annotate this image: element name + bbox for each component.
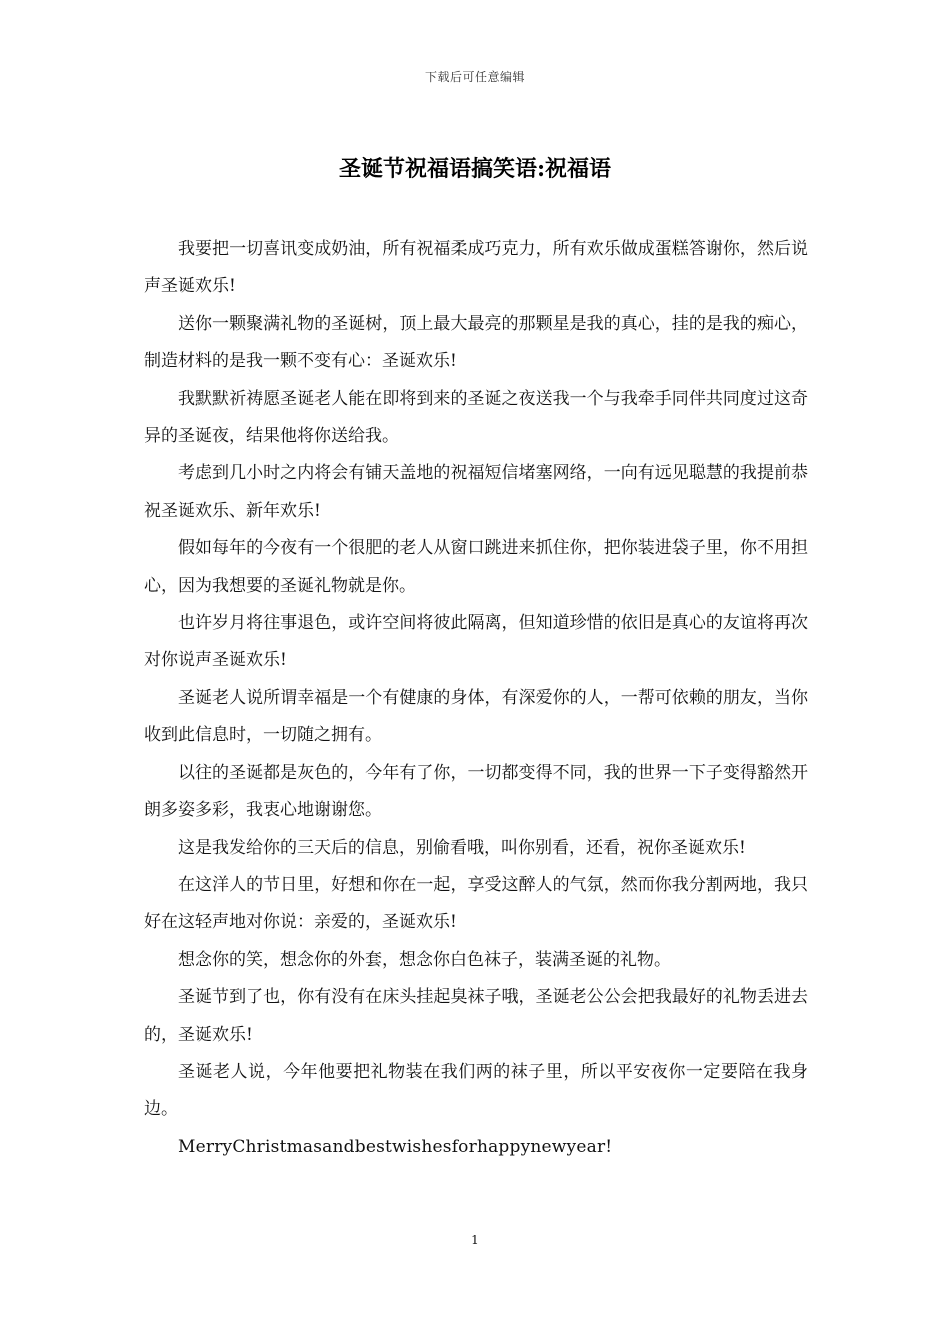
paragraph-10: 在这洋人的节日里，好想和你在一起，享受这醉人的气氛，然而你我分割两地，我只好在这轻声地对你说：亲爱的，圣诞欢乐! bbox=[144, 874, 808, 933]
paragraph-1: 我要把一切喜讯变成奶油，所有祝福柔成巧克力，所有欢乐做成蛋糕答谢你，然后说声圣诞欢乐! bbox=[144, 239, 808, 297]
paragraph-2: 送你一颗聚满礼物的圣诞树，顶上最大最亮的那颗星是我的真心，挂的是我的痴心，制造材料的是我一颗不变有心：圣诞欢乐! bbox=[144, 313, 808, 372]
paragraph-14: MerryChristmasandbestwishesforhappynewyear! bbox=[178, 1136, 613, 1157]
paragraph-12: 圣诞节到了也，你有没有在床头挂起臭袜子哦，圣诞老公公会把我最好的礼物丢进去的，圣诞欢乐! bbox=[144, 987, 808, 1045]
paragraph-5: 假如每年的今夜有一个很肥的老人从窗口跳进来抓住你，把你装进袋子里，你不用担心，因为我想要的圣诞礼物就是你。 bbox=[144, 538, 808, 596]
page-number: 1 bbox=[471, 1233, 479, 1247]
paragraph-7: 圣诞老人说所谓幸福是一个有健康的身体，有深爱你的人，一帮可依赖的朋友，当你收到此信息时，一切随之拥有。 bbox=[144, 687, 808, 746]
document-body bbox=[144, 231, 808, 1166]
document-title: 圣诞节祝福语搞笑语:祝福语 bbox=[338, 156, 612, 182]
paragraph-11: 想念你的笑，想念你的外套，想念你白色袜子，装满圣诞的礼物。 bbox=[178, 949, 671, 970]
paragraph-9: 这是我发给你的三天后的信息，别偷看哦，叫你别看，还看，祝你圣诞欢乐! bbox=[178, 837, 746, 858]
header-note: 下载后可任意编辑 bbox=[424, 70, 525, 84]
paragraph-13: 圣诞老人说，今年他要把礼物装在我们两的袜子里，所以平安夜你一定要陪在我身边。 bbox=[144, 1061, 808, 1120]
paragraph-6: 也许岁月将往事退色，或许空间将彼此隔离，但知道珍惜的依旧是真心的友谊将再次对你说声圣诞欢乐! bbox=[144, 613, 808, 671]
paragraph-3: 我默默祈祷愿圣诞老人能在即将到来的圣诞之夜送我一个与我牵手同伴共同度过这奇异的圣诞夜，结果他将你送给我。 bbox=[144, 388, 808, 447]
paragraph-4: 考虑到几小时之内将会有铺天盖地的祝福短信堵塞网络，一向有远见聪慧的我提前恭祝圣诞欢乐、新年欢乐! bbox=[144, 463, 808, 521]
paragraph-8: 以往的圣诞都是灰色的，今年有了你，一切都变得不同，我的世界一下子变得豁然开朗多姿多彩，我衷心地谢谢您。 bbox=[144, 762, 808, 821]
